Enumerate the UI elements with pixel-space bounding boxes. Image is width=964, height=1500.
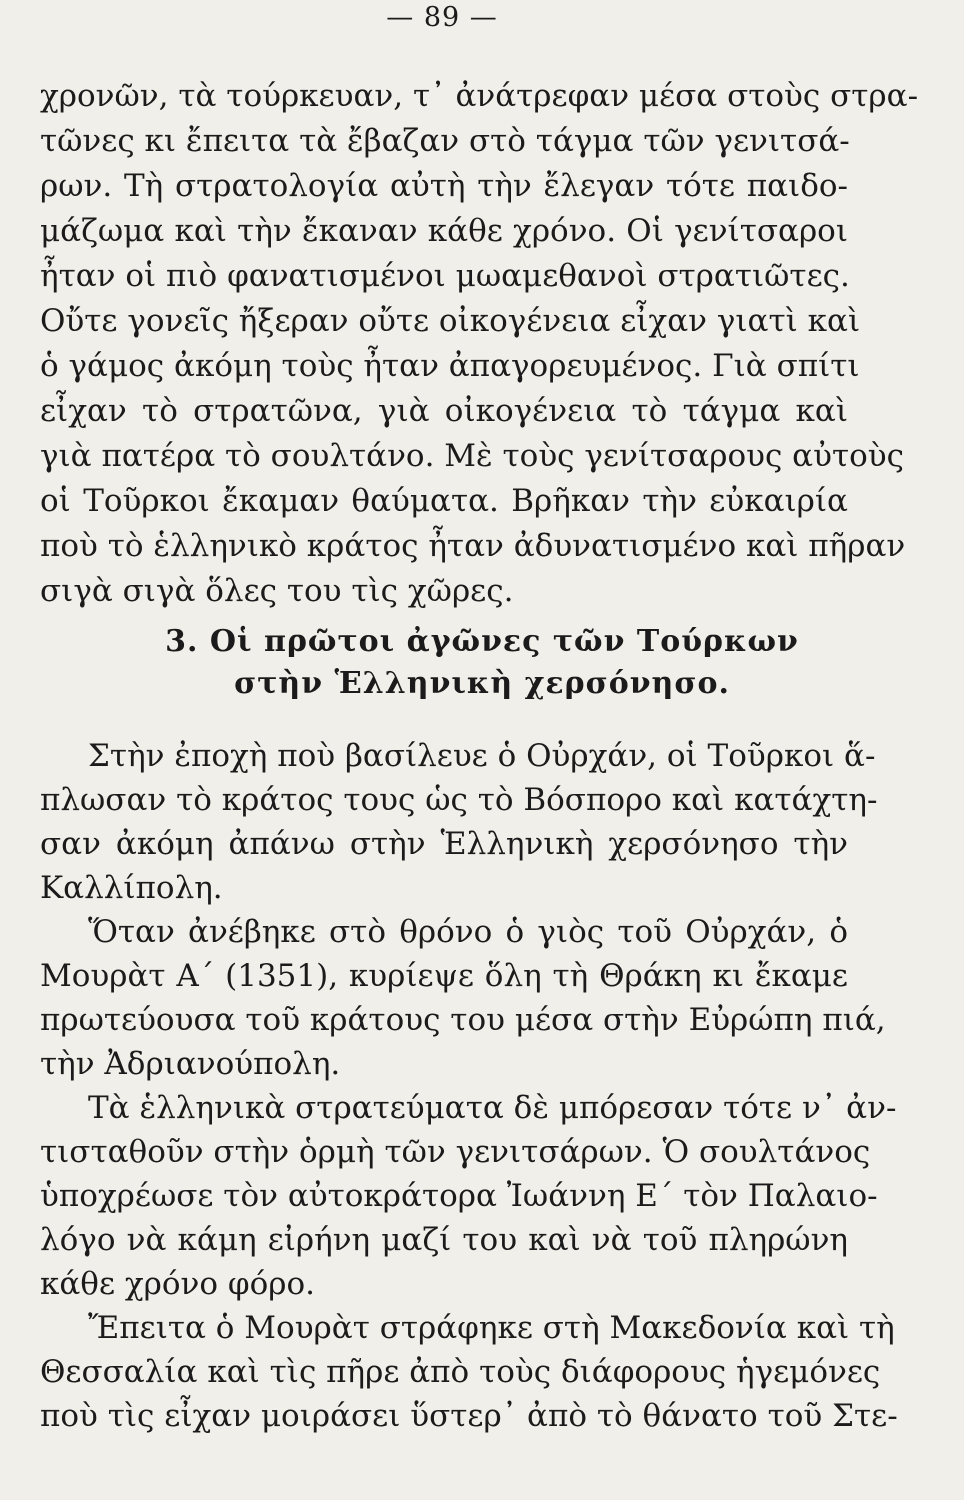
text-line: Μουρὰτ Α´ (1351), κυρίεψε ὅλη τὴ Θράκη κι ἔκαμε [40,958,848,994]
text-line: ποὺ τὸ ἑλληνικὸ κράτος ἦταν ἀδυνατισμένο καὶ πῆραν [40,528,906,564]
text-line: Τὰ ἑλληνικὰ στρατεύματα δὲ μπόρεσαν τότε ν᾿ ἀν- [88,1090,897,1126]
text-line: χρονῶν, τὰ τούρκευαν, τ᾿ ἀνάτρεφαν μέσα στοὺς στρα- [40,78,919,114]
text-line: ἦταν οἱ πιὸ φανατισμένοι μωαμεθανοὶ στρατιῶτες. [40,258,850,294]
text-line: ὑποχρέωσε τὸν αὐτοκράτορα Ἰωάννη Ε´ τὸν Παλαιο- [40,1178,878,1214]
text-line: Καλλίπολη. [40,870,223,906]
text-line: εἶχαν τὸ στρατῶνα, γιὰ οἰκογένεια τὸ τάγμα καὶ [40,393,848,429]
text-line: σιγὰ σιγὰ ὅλες του τὶς χῶρες. [40,573,514,609]
text-line: πρωτεύουσα τοῦ κράτους του μέσα στὴν Εὐρώπη πιά, [40,1002,886,1038]
text-line: τισταθοῦν στὴν ὁρμὴ τῶν γενιτσάρων. Ὁ σουλτάνος [40,1134,871,1170]
text-line: Στὴν ἐποχὴ ποὺ βασίλευε ὁ Οὐρχάν, οἱ Τοῦρκοι ἅ- [88,738,876,774]
text-line: σαν ἀκόμη ἀπάνω στὴν Ἑλληνικὴ χερσόνησο τὴν [40,826,848,862]
text-line: Ὅταν ἀνέβηκε στὸ θρόνο ὁ γιὸς τοῦ Οὐρχάν, ὁ [88,914,848,950]
text-line: Θεσσαλία καὶ τὶς πῆρε ἀπὸ τοὺς διάφορους ἡγεμόνες [40,1354,881,1390]
page-number: — 89 — [386,2,498,33]
text-line: πλωσαν τὸ κράτος τους ὡς τὸ Βόσπορο καὶ κατάχτη- [40,782,878,818]
text-line: Ἔπειτα ὁ Μουρὰτ στράφηκε στὴ Μακεδονία καὶ τὴ [88,1310,895,1346]
text-line: τῶνες κι ἔπειτα τὰ ἔβαζαν στὸ τάγμα τῶν γενιτσά- [40,123,850,159]
text-line: λόγο νὰ κάμη εἰρήνη μαζί του καὶ νὰ τοῦ πληρώνη [40,1222,848,1258]
text-line: μάζωμα καὶ τὴν ἔκαναν κάθε χρόνο. Οἱ γενίτσαροι [40,213,848,249]
text-line: ποὺ τὶς εἶχαν μοιράσει ὕστερ᾿ ἀπὸ τὸ θάνατο τοῦ Στε- [40,1398,898,1434]
text-line: γιὰ πατέρα τὸ σουλτάνο. Μὲ τοὺς γενίτσαρους αὐτοὺς [40,438,904,474]
section-heading-line: στὴν Ἑλληνικὴ χερσόνησο. [234,666,730,701]
text-line: Οὔτε γονεῖς ἤξεραν οὔτε οἰκογένεια εἶχαν γιατὶ καὶ [40,303,861,339]
text-line: ρων. Τὴ στρατολογία αὐτὴ τὴν ἔλεγαν τότε παιδο- [40,168,848,204]
text-line: ὁ γάμος ἀκόμη τοὺς ἦταν ἀπαγορευμένος. Γιὰ σπίτι [40,348,860,384]
text-line: οἱ Τοῦρκοι ἔκαμαν θαύματα. Βρῆκαν τὴν εὐκαιρία [40,483,848,519]
text-line: τὴν Ἀδριανούπολη. [40,1046,341,1082]
section-heading-line: 3. Οἱ πρῶτοι ἀγῶνες τῶν Τούρκων [165,624,799,659]
text-line: κάθε χρόνο φόρο. [40,1266,316,1302]
